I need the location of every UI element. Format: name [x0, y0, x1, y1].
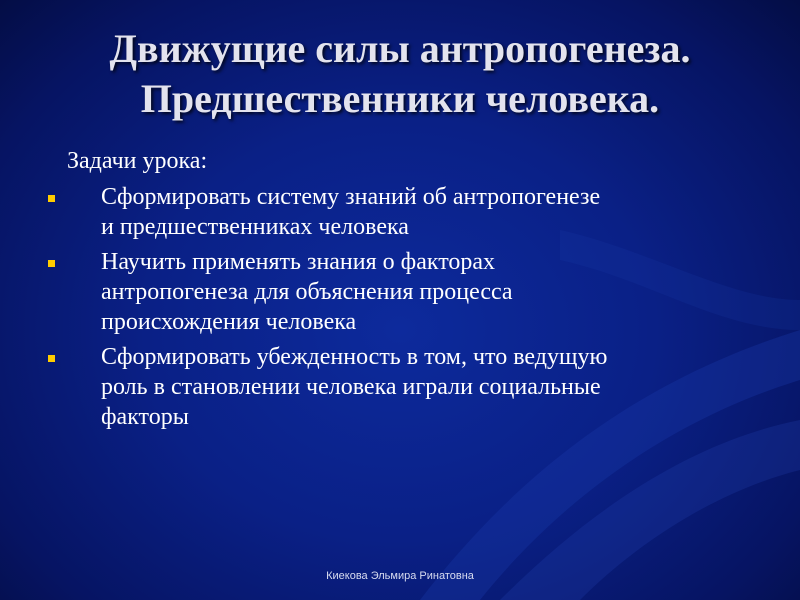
lesson-tasks-heading: Задачи урока: — [67, 148, 208, 174]
slide-title-line-1: Движущие силы антропогенеза. — [109, 26, 691, 71]
square-bullet-icon — [48, 260, 55, 267]
task-item-1-line-2: и предшественниках человека — [101, 214, 409, 240]
task-item-3 — [0, 342, 800, 432]
square-bullet-icon — [48, 195, 55, 202]
task-item-1-line-1: Сформировать систему знаний об антропогенезе — [101, 184, 601, 210]
task-item-2-line-3: происхождения человека — [101, 309, 357, 335]
task-item-2-line-1: Научить применять знания о факторах — [101, 249, 496, 275]
task-item-2-line-2: антропогенеза для объяснения процесса — [101, 279, 513, 305]
square-bullet-icon — [48, 355, 55, 362]
slide-title-line-2: Предшественники человека. — [140, 76, 660, 121]
task-item-3-line-3: факторы — [101, 404, 189, 430]
task-item-1 — [0, 182, 800, 242]
slide-title — [20, 24, 780, 124]
slide-footer-author: Киекова Эльмира Ринатовна — [326, 570, 474, 582]
task-item-2 — [0, 247, 800, 337]
task-item-3-line-2: роль в становлении человека играли социальные — [101, 374, 601, 400]
task-list — [0, 182, 800, 437]
task-item-3-line-1: Сформировать убежденность в том, что ведущую — [101, 344, 608, 370]
